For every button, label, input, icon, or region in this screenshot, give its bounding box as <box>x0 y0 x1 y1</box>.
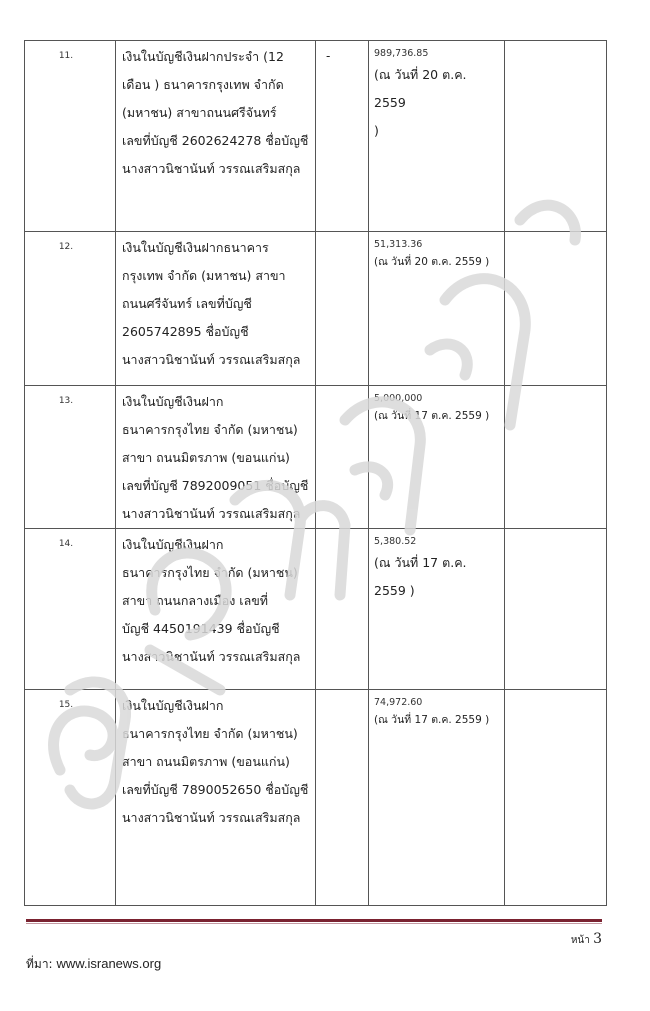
asset-table <box>24 40 607 906</box>
asset-description <box>116 529 316 690</box>
asset-description <box>116 386 316 529</box>
source-link[interactable]: www.isranews.org <box>56 956 162 971</box>
dash-cell: - <box>316 41 369 232</box>
dash-cell <box>316 690 369 906</box>
value-cell <box>369 232 505 386</box>
table-row <box>25 690 607 906</box>
page-label: หน้า <box>570 935 590 946</box>
description-line: เงินในบัญชีเงินฝาก <box>122 537 224 552</box>
description-line: นางสาวนิชานันท์ วรรณเสริมสกุล <box>122 161 301 176</box>
dash-cell <box>316 386 369 529</box>
row-number: 15. <box>25 690 116 906</box>
row-number: 11. <box>25 41 116 232</box>
description-line: บัญชี 4450191439 ชื่อบัญชี <box>122 621 280 636</box>
description-line: กรุงเทพ จำกัด (มหาชน) สาขา <box>122 268 286 283</box>
description-line: เงินในบัญชีเงินฝากประจำ (12 <box>122 49 284 64</box>
row-number: 13. <box>25 386 116 529</box>
value-cell <box>369 529 505 690</box>
table-row <box>25 41 607 232</box>
description-line: ถนนศรีจันทร์ เลขที่บัญชี <box>122 296 252 311</box>
amount-value: 74,972.60 <box>374 697 423 708</box>
description-line: (มหาชน) สาขาถนนศรีจันทร์ <box>122 105 277 120</box>
empty-cell <box>505 386 607 529</box>
description-line: เลขที่บัญชี 7890052650 ชื่อบัญชี <box>122 782 309 797</box>
description-line: ธนาคารกรุงไทย จำกัด (มหาชน) <box>122 726 298 741</box>
description-line: นางสาวนิชานันท์ วรรณเสริมสกุล <box>122 649 301 664</box>
as-of-date: (ณ วันที่ 17 ต.ค. 2559 ) <box>374 410 490 422</box>
empty-cell <box>505 690 607 906</box>
value-cell <box>369 690 505 906</box>
description-line: สาขา ถนนกลางเมือง เลขที่ <box>122 593 269 608</box>
as-of-date: 2559 ) <box>374 583 415 598</box>
amount-value: 5,000,000 <box>374 393 423 404</box>
empty-cell <box>505 232 607 386</box>
amount-value: 989,736.85 <box>374 48 429 59</box>
amount-value: 51,313.36 <box>374 239 423 250</box>
table-row <box>25 386 607 529</box>
description-line: สาขา ถนนมิตรภาพ (ขอนแก่น) <box>122 754 290 769</box>
empty-cell <box>505 41 607 232</box>
asset-description <box>116 232 316 386</box>
description-line: เงินในบัญชีเงินฝาก <box>122 698 224 713</box>
table-row <box>25 529 607 690</box>
as-of-date: (ณ วันที่ 17 ต.ค. 2559 ) <box>374 714 490 726</box>
description-line: เดือน ) ธนาคารกรุงเทพ จำกัด <box>122 77 284 92</box>
value-cell <box>369 386 505 529</box>
description-line: สาขา ถนนมิตรภาพ (ขอนแก่น) <box>122 450 290 465</box>
footer-rule <box>26 919 602 922</box>
description-line: ธนาคารกรุงไทย จำกัด (มหาชน) <box>122 565 298 580</box>
as-of-date: (ณ วันที่ 17 ต.ค. <box>374 555 467 570</box>
asset-description <box>116 690 316 906</box>
description-line: นางสาวนิชานันท์ วรรณเสริมสกุล <box>122 506 301 521</box>
page-number-value: 3 <box>593 931 602 947</box>
footer-rule-light <box>26 923 602 924</box>
dash-cell <box>316 232 369 386</box>
description-line: เลขที่บัญชี 7892009051 ชื่อบัญชี <box>122 478 309 493</box>
table-row <box>25 232 607 386</box>
row-number: 14. <box>25 529 116 690</box>
as-of-date: (ณ วันที่ 20 ต.ค. 2559 ) <box>374 256 490 268</box>
value-cell <box>369 41 505 232</box>
dash-cell <box>316 529 369 690</box>
asset-description <box>116 41 316 232</box>
description-line: เลขที่บัญชี 2602624278 ชื่อบัญชี <box>122 133 309 148</box>
description-line: เงินในบัญชีเงินฝากธนาคาร <box>122 240 269 255</box>
page-number <box>571 931 602 948</box>
source-credit <box>26 955 161 974</box>
amount-value: 5,380.52 <box>374 536 417 547</box>
source-label: ที่มา: <box>26 957 53 971</box>
as-of-date: ) <box>374 123 379 138</box>
description-line: นางสาวนิชานันท์ วรรณเสริมสกุล <box>122 352 301 367</box>
description-line: ธนาคารกรุงไทย จำกัด (มหาชน) <box>122 422 298 437</box>
as-of-date: (ณ วันที่ 20 ต.ค. 2559 <box>374 67 467 110</box>
description-line: นางสาวนิชานันท์ วรรณเสริมสกุล <box>122 810 301 825</box>
row-number: 12. <box>25 232 116 386</box>
description-line: เงินในบัญชีเงินฝาก <box>122 394 224 409</box>
description-line: 2605742895 ชื่อบัญชี <box>122 324 249 339</box>
empty-cell <box>505 529 607 690</box>
